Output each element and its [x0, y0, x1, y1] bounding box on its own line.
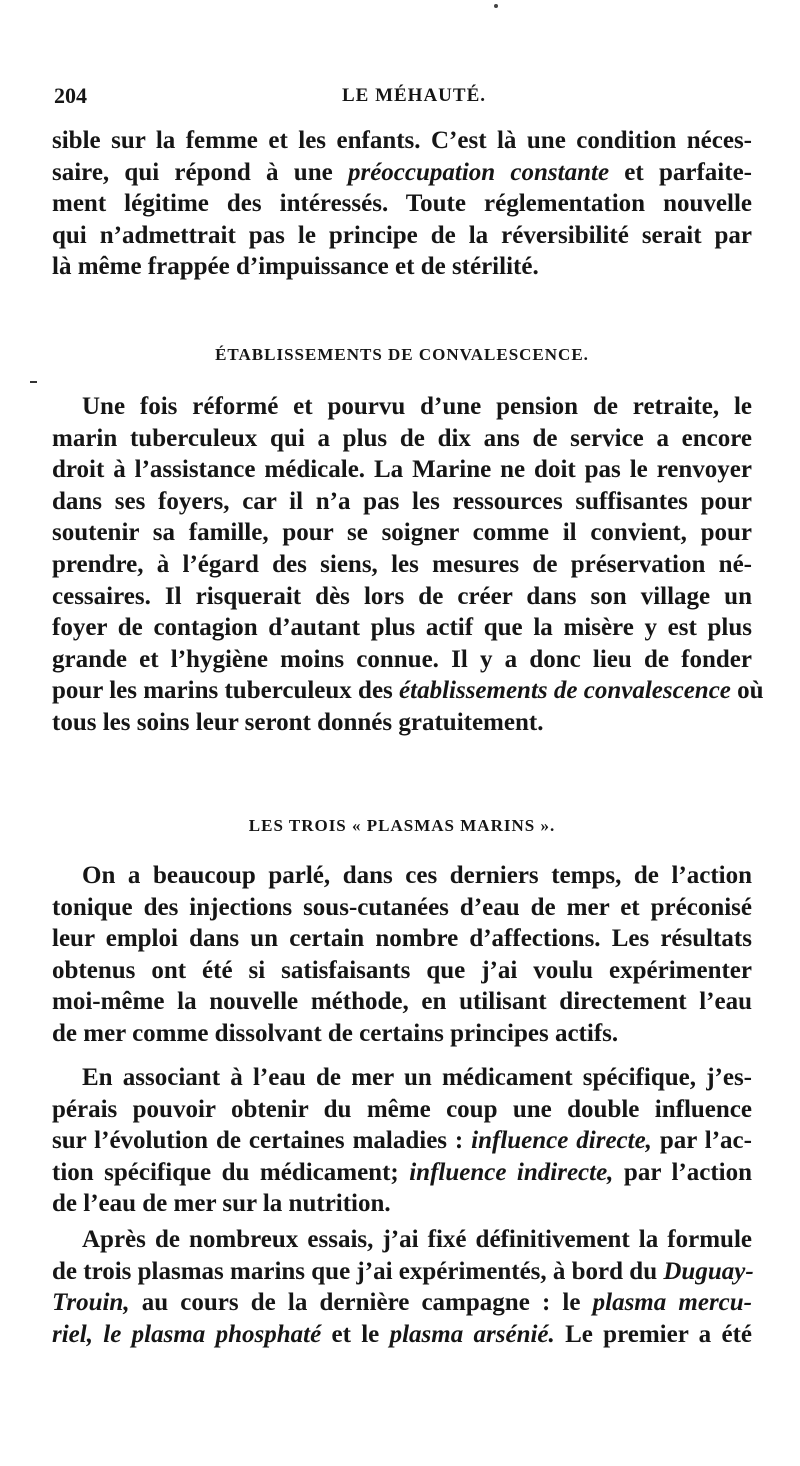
text-line: droit à l’assistance médicale. La Marine ne doit pas le renvoyer: [52, 456, 752, 484]
text-line: riel, le plasma phosphaté et le plasma arsénié. Le premier a été: [52, 1320, 752, 1348]
text-line: leur emploi dans un certain nombre d’affections. Les résultats: [52, 925, 752, 953]
page-number: 204: [54, 83, 87, 108]
text-line: qui n’admettrait pas le principe de la réversibilité serait par: [52, 221, 752, 249]
text-line: de trois plasmas marins que j’ai expérimentés, à bord du Duguay-: [52, 1257, 754, 1285]
running-head: LE MÉHAUTÉ.: [341, 85, 487, 106]
paragraph-convalescence: [52, 391, 764, 739]
scan-speck: [494, 4, 498, 8]
text-line: En associant à l’eau de mer un médicament spécifique, j’es-: [82, 1064, 752, 1091]
margin-mark: [30, 381, 37, 383]
text-line: de mer comme dissolvant de certains principes actifs.: [52, 1019, 619, 1047]
text-line: On a beaucoup parlé, dans ces derniers temps, de l’action: [82, 862, 752, 889]
text-line: pour les marins tuberculeux des établissements de convalescence où: [52, 677, 764, 705]
text-line: sible sur la femme et les enfants. C’est là une condition néces-: [52, 127, 752, 154]
text-line: là même frappée d’impuissance et de stérilité.: [52, 253, 539, 281]
text-line: sur l’évolution de certaines maladies : influence directe, par l’ac-: [52, 1127, 752, 1155]
text-line: ment légitime des intéressés. Toute réglementation nouvelle: [52, 190, 752, 218]
text-line: cessaires. Il risquerait dès lors de créer dans son village un: [52, 582, 752, 610]
paragraph-reversibility: [52, 125, 752, 283]
paragraph-specific-medication: [52, 1062, 752, 1220]
text-line: soutenir sa famille, pour se soigner comme il convient, pour: [52, 519, 752, 547]
text-line: tion spécifique du médicament; influence indirecte, par l’action: [52, 1158, 752, 1186]
text-line: Trouin, au cours de la dernière campagne : le plasma mercu-: [52, 1289, 752, 1317]
text-line: marin tuberculeux qui a plus de dix ans de service a encore: [52, 424, 752, 452]
text-line: prendre, à l’égard des siens, les mesures de préservation né-: [52, 550, 752, 578]
page-header: [54, 83, 754, 117]
text-line: obtenus ont été si satisfaisants que j’ai voulu expérimenter: [52, 956, 752, 984]
section-heading-plasmas: LES TROIS « PLASMAS MARINS ».: [248, 816, 556, 835]
text-line: tous les soins leur seront donnés gratuitement.: [52, 708, 544, 736]
text-line: Après de nombreux essais, j’ai fixé définitivement la formule: [82, 1226, 752, 1253]
paragraph-sea-water-injections: [52, 860, 752, 1050]
text-line: Une fois réformé et pourvu d’une pension de retraite, le: [82, 393, 752, 420]
text-line: grande et l’hygiène moins connue. Il y a donc lieu de fonder: [52, 645, 752, 673]
text-line: de l’eau de mer sur la nutrition.: [52, 1190, 391, 1218]
text-line: dans ses foyers, car il n’a pas les ressources suffisantes pour: [52, 487, 752, 515]
text-line: saire, qui répond à une préoccupation constante et parfaite-: [52, 158, 752, 186]
text-line: moi-même la nouvelle méthode, en utilisant directement l’eau: [52, 988, 752, 1016]
text-line: tonique des injections sous-cutanées d’eau de mer et préconisé: [52, 893, 752, 921]
section-heading-convalescence: ÉTABLISSEMENTS DE CONVALESCENCE.: [215, 345, 589, 364]
text-line: pérais pouvoir obtenir du même coup une double influence: [52, 1095, 752, 1123]
text-line: foyer de contagion d’autant plus actif que la misère y est plus: [52, 614, 752, 642]
paragraph-three-plasmas: [52, 1224, 752, 1350]
